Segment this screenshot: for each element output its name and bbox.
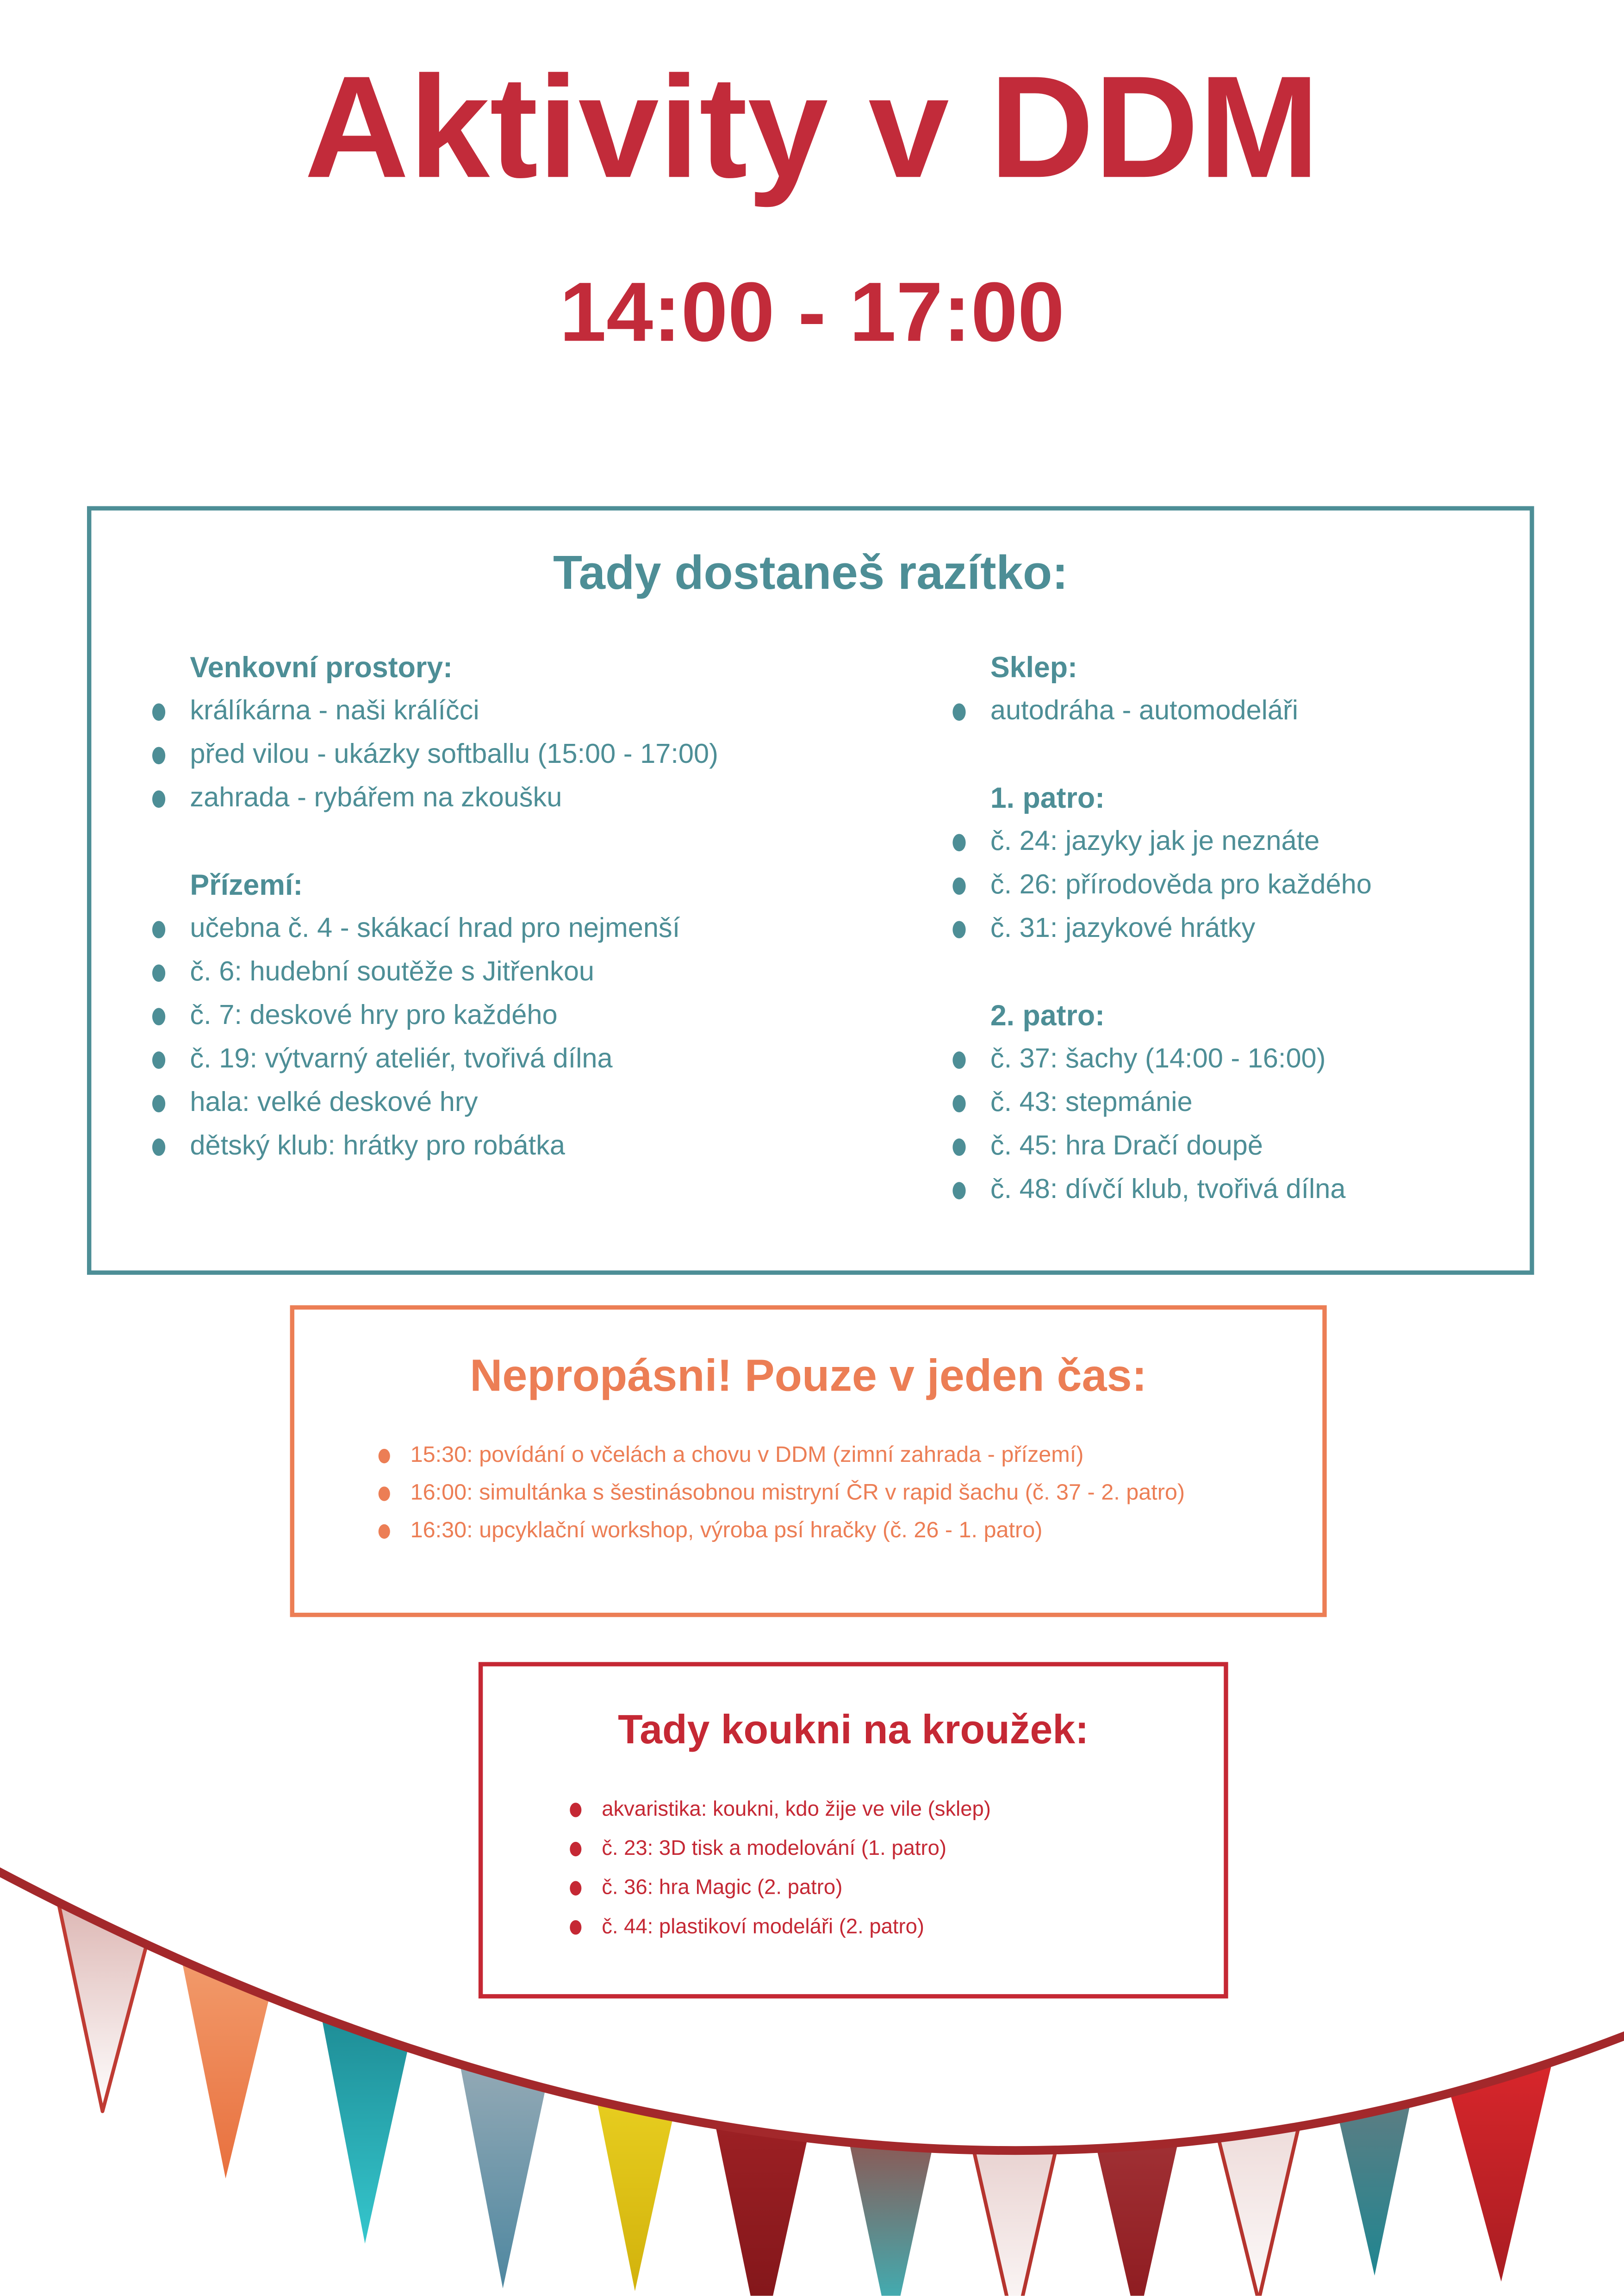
club-box-title: Tady koukni na kroužek: <box>618 1707 1089 1752</box>
highlight-box <box>290 1305 1327 1617</box>
list-item: dětský klub: hrátky pro robátka <box>149 1125 950 1169</box>
list-item: č. 43: stepmánie <box>950 1082 1530 1125</box>
bunting-decoration <box>0 1832 1624 2296</box>
time-range: 14:00 - 17:00 <box>559 265 1064 360</box>
list-item: č. 24: jazyky jak je neznáte <box>950 821 1530 864</box>
bunting-flag <box>1450 2062 1552 2281</box>
list-item: autodráha - automodeláři <box>950 690 1530 734</box>
list-item: hala: velké deskové hry <box>149 1082 950 1125</box>
bunting-flag <box>1339 2103 1411 2276</box>
list-item: před vilou - ukázky softballu (15:00 - 17:00) <box>149 734 950 777</box>
column-section <box>950 777 1530 951</box>
list-item: 16:00: simultánka s šestinásobnou mistryní ČR v rapid šachu (č. 37 - 2. patro) <box>379 1475 1323 1512</box>
list-item: č. 19: výtvarný ateliér, tvořivá dílna <box>149 1038 950 1082</box>
list-item: č. 6: hudební soutěže s Jitřenkou <box>149 951 950 995</box>
bunting-flag <box>1219 2127 1299 2296</box>
list-item: č. 48: dívčí klub, tvořivá dílna <box>950 1169 1530 1212</box>
bunting-flag <box>849 2142 933 2296</box>
list-item: č. 31: jazykové hrátky <box>950 908 1530 951</box>
list-item: 15:30: povídání o včelách a chovu v DDM (zimní zahrada - přízemí) <box>379 1437 1323 1475</box>
section-item-list <box>950 821 1530 951</box>
list-item: č. 26: přírodověda pro každého <box>950 864 1530 908</box>
stamp-box-title: Tady dostaneš razítko: <box>553 545 1068 599</box>
page-title: Aktivity v DDM <box>304 46 1320 209</box>
section-item-list <box>149 690 950 821</box>
list-item: králíkárna - naši králíčci <box>149 690 950 734</box>
column-section <box>950 647 1530 734</box>
list-item: zahrada - rybářem na zkoušku <box>149 777 950 821</box>
bunting-flag <box>1096 2143 1178 2296</box>
list-item: č. 7: deskové hry pro každého <box>149 995 950 1038</box>
highlight-item-list <box>379 1437 1323 1550</box>
section-item-list <box>950 1038 1530 1212</box>
column-section <box>149 864 950 1169</box>
bunting-flag <box>716 2125 808 2296</box>
list-item: akvaristika: koukni, kdo žije ve vile (sklep) <box>570 1791 1224 1830</box>
section-item-list <box>950 690 1530 734</box>
stamp-box <box>87 506 1534 1274</box>
list-item: č. 37: šachy (14:00 - 16:00) <box>950 1038 1530 1082</box>
bunting-flag <box>58 1902 147 2111</box>
section-header: Venkovní prostory: <box>190 652 453 685</box>
bunting-flag <box>597 2101 673 2291</box>
stamp-box-left-column <box>149 647 950 1256</box>
column-section <box>950 995 1530 1212</box>
stamp-box-columns <box>91 647 1530 1256</box>
bunting-flag <box>460 2064 546 2288</box>
section-item-list <box>149 908 950 1169</box>
highlight-box-title: Nepropásni! Pouze v jeden čas: <box>470 1350 1147 1401</box>
list-item: č. 36: hra Magic (2. patro) <box>570 1869 1224 1909</box>
bunting-flag <box>322 2017 408 2244</box>
list-item: č. 45: hra Dračí doupě <box>950 1125 1530 1169</box>
column-section <box>149 647 950 821</box>
list-item: učebna č. 4 - skákací hrad pro nejmenší <box>149 908 950 951</box>
stamp-box-right-column <box>950 647 1530 1256</box>
list-item: č. 23: 3D tisk a modelování (1. patro) <box>570 1830 1224 1870</box>
list-item: 16:30: upcyklační workshop, výroba psí hračky (č. 26 - 1. patro) <box>379 1513 1323 1550</box>
section-header: 1. patro: <box>990 783 1105 815</box>
list-item: č. 44: plastikoví modeláři (2. patro) <box>570 1909 1224 1948</box>
section-header: 2. patro: <box>990 1000 1105 1033</box>
section-header: Přízemí: <box>190 870 303 902</box>
section-header: Sklep: <box>990 652 1077 685</box>
bunting-flag <box>974 2150 1056 2296</box>
